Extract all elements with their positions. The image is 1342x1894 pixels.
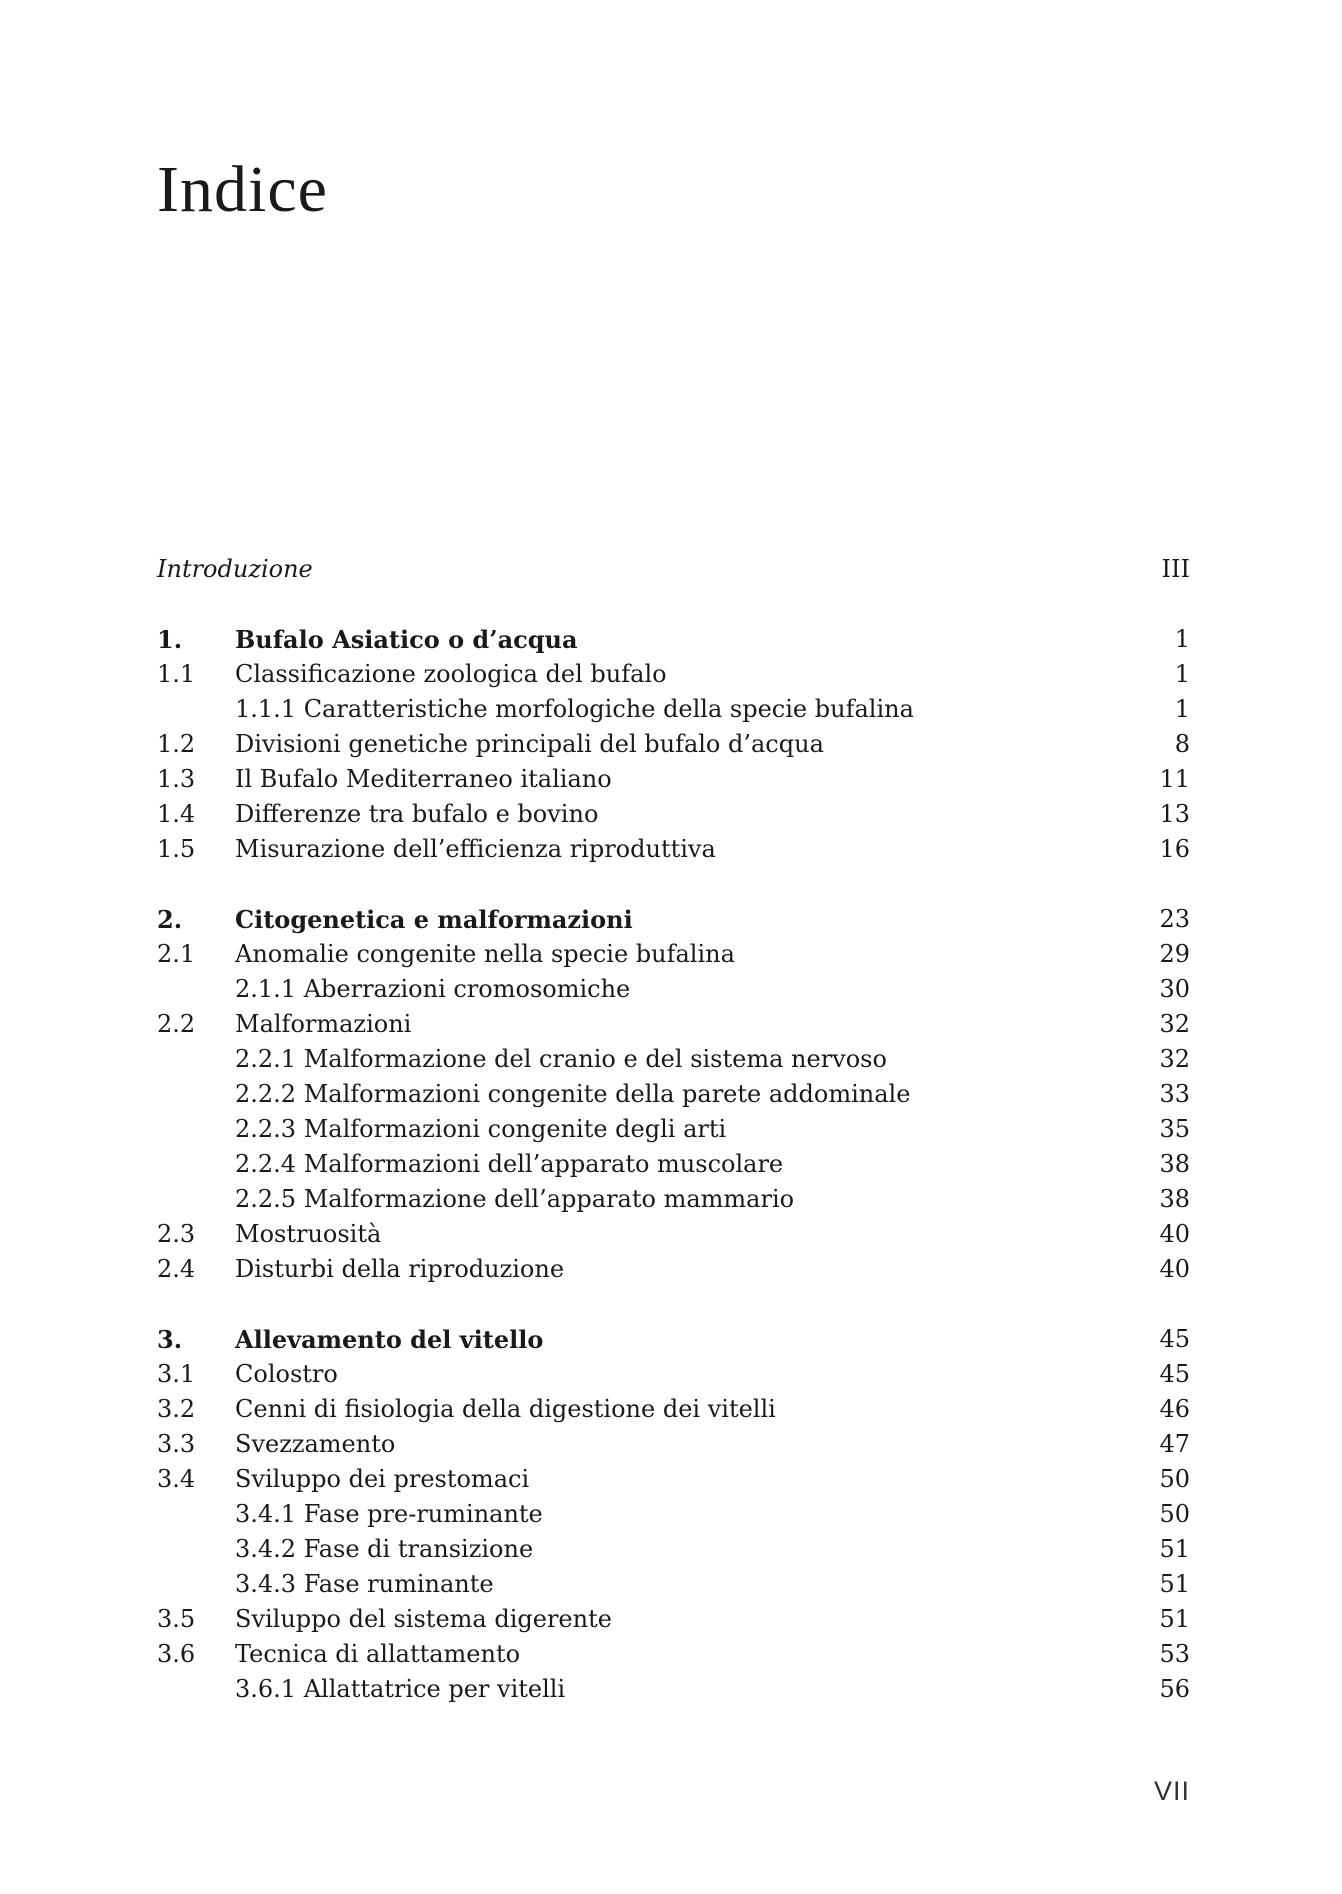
toc-entry bbox=[157, 1147, 1190, 1182]
toc-entry-number: 2. bbox=[157, 905, 183, 934]
toc-entry bbox=[157, 832, 1190, 867]
toc-chapter-heading bbox=[157, 1322, 1190, 1357]
toc-entry-page: 29 bbox=[1159, 940, 1190, 968]
toc-entry bbox=[157, 1637, 1190, 1672]
toc-entry-page: 47 bbox=[1159, 1430, 1190, 1458]
toc-entry-number: 3.5 bbox=[157, 1605, 196, 1633]
toc-entry-number: 3.2 bbox=[157, 1395, 196, 1423]
toc-entry-label: Misurazione dell’efficienza riproduttiva bbox=[235, 835, 716, 863]
toc-entry-page: 40 bbox=[1159, 1255, 1190, 1283]
toc-entry-label: 2.2.4 Malformazioni dell’apparato muscolare bbox=[235, 1150, 784, 1178]
toc-entry-label: Introduzione bbox=[157, 555, 313, 583]
toc-entry-label: 2.2.5 Malformazione dell’apparato mammario bbox=[235, 1185, 795, 1213]
toc-entry-label: Anomalie congenite nella specie bufalina bbox=[235, 940, 735, 968]
toc-entry-number: 3.6 bbox=[157, 1640, 196, 1668]
toc-entry-label: Citogenetica e malformazioni bbox=[235, 905, 633, 934]
toc-entry-page: III bbox=[1161, 555, 1190, 583]
toc-entry bbox=[157, 1567, 1190, 1602]
toc-entry-page: 50 bbox=[1159, 1500, 1190, 1528]
toc-entry-page: 50 bbox=[1159, 1465, 1190, 1493]
toc-entry-label: Il Bufalo Mediterraneo italiano bbox=[235, 765, 612, 793]
toc-entry-page: 33 bbox=[1159, 1080, 1190, 1108]
toc-entry bbox=[157, 1217, 1190, 1252]
toc-entry-number: 1.2 bbox=[157, 730, 196, 758]
toc-entry bbox=[157, 1602, 1190, 1637]
toc-entry-page: 56 bbox=[1159, 1675, 1190, 1703]
toc-entry bbox=[157, 937, 1190, 972]
toc-entry-label: 2.1.1 Aberrazioni cromosomiche bbox=[235, 975, 631, 1003]
toc-entry-label: Tecnica di allattamento bbox=[235, 1640, 521, 1668]
toc-entry bbox=[157, 1497, 1190, 1532]
toc-entry-number: 3.4 bbox=[157, 1465, 196, 1493]
toc-entry-page: 51 bbox=[1159, 1570, 1190, 1598]
toc-entry-number: 3. bbox=[157, 1325, 183, 1354]
toc-entry-page: 38 bbox=[1159, 1185, 1190, 1213]
table-of-contents bbox=[157, 552, 1190, 1707]
toc-entry bbox=[157, 1042, 1190, 1077]
toc-entry-number: 2.2 bbox=[157, 1010, 196, 1038]
toc-entry-number: 2.1 bbox=[157, 940, 196, 968]
toc-entry-number: 3.3 bbox=[157, 1430, 196, 1458]
toc-entry-label: 2.2.2 Malformazioni congenite della parete addominale bbox=[235, 1080, 911, 1108]
toc-entry bbox=[157, 657, 1190, 692]
toc-entry-label: Colostro bbox=[235, 1360, 338, 1388]
toc-entry-number: 3.1 bbox=[157, 1360, 196, 1388]
toc-entry-page: 45 bbox=[1159, 1360, 1190, 1388]
toc-entry-page: 30 bbox=[1159, 975, 1190, 1003]
toc-entry-label: 3.4.1 Fase pre-ruminante bbox=[235, 1500, 543, 1528]
toc-chapter-heading bbox=[157, 622, 1190, 657]
toc-entry-label: Allevamento del vitello bbox=[235, 1325, 544, 1354]
toc-entry-page: 46 bbox=[1159, 1395, 1190, 1423]
toc-entry-page: 11 bbox=[1159, 765, 1190, 793]
toc-entry-page: 1 bbox=[1174, 695, 1190, 723]
page-title: Indice bbox=[157, 153, 328, 226]
toc-entry bbox=[157, 762, 1190, 797]
toc-entry-label: 3.4.2 Fase di transizione bbox=[235, 1535, 534, 1563]
toc-entry-introduction bbox=[157, 552, 1190, 587]
toc-entry-number: 1.3 bbox=[157, 765, 196, 793]
toc-entry-number: 2.4 bbox=[157, 1255, 196, 1283]
toc-chapter-heading bbox=[157, 902, 1190, 937]
toc-entry-page: 1 bbox=[1174, 660, 1190, 688]
toc-entry bbox=[157, 1357, 1190, 1392]
toc-entry bbox=[157, 692, 1190, 727]
toc-entry-number: 1.1 bbox=[157, 660, 196, 688]
toc-entry bbox=[157, 727, 1190, 762]
toc-entry-page: 32 bbox=[1159, 1010, 1190, 1038]
toc-entry-number: 1. bbox=[157, 625, 183, 654]
toc-entry bbox=[157, 1182, 1190, 1217]
toc-entries bbox=[157, 622, 1190, 1707]
toc-entry-page: 45 bbox=[1159, 1325, 1190, 1353]
toc-entry bbox=[157, 797, 1190, 832]
toc-entry bbox=[157, 1427, 1190, 1462]
toc-entry-number: 2.3 bbox=[157, 1220, 196, 1248]
toc-entry-label: Differenze tra bufalo e bovino bbox=[235, 800, 599, 828]
toc-entry-label: Divisioni genetiche principali del bufalo d’acqua bbox=[235, 730, 824, 758]
toc-entry-label: Svezzamento bbox=[235, 1430, 396, 1458]
toc-entry-label: Classificazione zoologica del bufalo bbox=[235, 660, 667, 688]
toc-entry-page: 16 bbox=[1159, 835, 1190, 863]
toc-entry-page: 35 bbox=[1159, 1115, 1190, 1143]
toc-entry-page: 40 bbox=[1159, 1220, 1190, 1248]
toc-entry bbox=[157, 1077, 1190, 1112]
toc-entry-label: Sviluppo dei prestomaci bbox=[235, 1465, 530, 1493]
toc-entry-label: 1.1.1 Caratteristiche morfologiche della specie bufalina bbox=[235, 695, 914, 723]
toc-entry bbox=[157, 972, 1190, 1007]
toc-entry-page: 1 bbox=[1174, 625, 1190, 653]
toc-entry-number: 1.5 bbox=[157, 835, 196, 863]
toc-entry bbox=[157, 1252, 1190, 1287]
toc-entry-label: 3.6.1 Allattatrice per vitelli bbox=[235, 1675, 566, 1703]
toc-entry bbox=[157, 1672, 1190, 1707]
toc-entry bbox=[157, 1532, 1190, 1567]
toc-entry bbox=[157, 1112, 1190, 1147]
toc-entry-label: 2.2.3 Malformazioni congenite degli arti bbox=[235, 1115, 727, 1143]
toc-entry bbox=[157, 1392, 1190, 1427]
page-number: VII bbox=[1153, 1776, 1190, 1806]
toc-entry-number: 1.4 bbox=[157, 800, 196, 828]
toc-entry-page: 38 bbox=[1159, 1150, 1190, 1178]
toc-entry-label: Cenni di fisiologia della digestione dei vitelli bbox=[235, 1395, 776, 1423]
toc-entry-label: Bufalo Asiatico o d’acqua bbox=[235, 625, 578, 654]
toc-entry-label: 3.4.3 Fase ruminante bbox=[235, 1570, 494, 1598]
toc-entry-page: 51 bbox=[1159, 1535, 1190, 1563]
toc-entry-page: 13 bbox=[1159, 800, 1190, 828]
toc-entry-label: 2.2.1 Malformazione del cranio e del sistema nervoso bbox=[235, 1045, 887, 1073]
toc-entry-label: Sviluppo del sistema digerente bbox=[235, 1605, 612, 1633]
toc-entry-page: 32 bbox=[1159, 1045, 1190, 1073]
toc-entry-page: 53 bbox=[1159, 1640, 1190, 1668]
toc-entry-page: 23 bbox=[1159, 905, 1190, 933]
toc-entry-label: Mostruosità bbox=[235, 1220, 382, 1248]
toc-entry-label: Malformazioni bbox=[235, 1010, 412, 1038]
toc-entry-label: Disturbi della riproduzione bbox=[235, 1255, 565, 1283]
toc-entry bbox=[157, 1007, 1190, 1042]
toc-entry-page: 51 bbox=[1159, 1605, 1190, 1633]
toc-entry bbox=[157, 1462, 1190, 1497]
toc-entry-page: 8 bbox=[1174, 730, 1190, 758]
